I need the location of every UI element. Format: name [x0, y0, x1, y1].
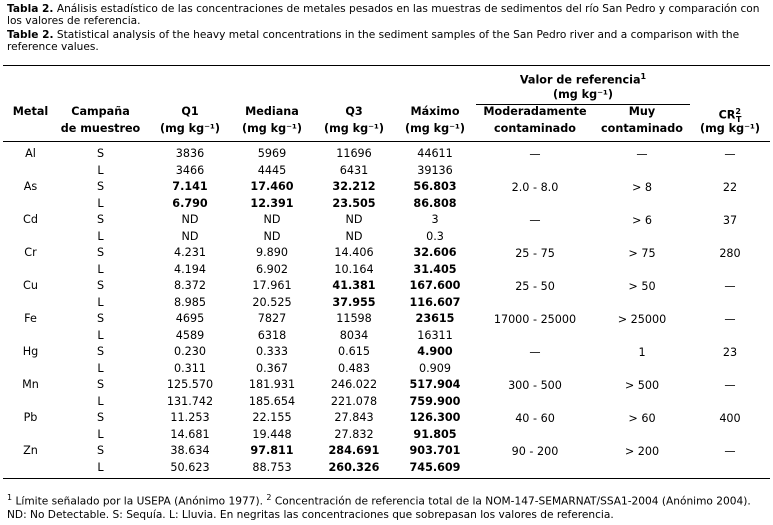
cell-q1: ND — [181, 229, 199, 243]
cell-median: 97.811 — [250, 444, 294, 457]
header-campaign-1: Campaña — [71, 105, 130, 118]
cell-q3: 10.164 — [334, 262, 374, 276]
cell-campaign: S — [96, 180, 105, 193]
cell-max: 91.805 — [413, 427, 457, 441]
cell-campaign: L — [97, 163, 104, 177]
cell-very: > 25000 — [617, 313, 667, 326]
cell-moderate: 90 - 200 — [511, 445, 559, 458]
cell-median: 20.525 — [252, 295, 292, 309]
cell-moderate: — — [529, 148, 541, 161]
cell-q3: 14.406 — [334, 246, 374, 259]
cell-q1: 7.141 — [172, 180, 208, 193]
cell-campaign: S — [96, 345, 105, 358]
cell-median: 17.460 — [250, 180, 294, 193]
cell-q3: ND — [345, 229, 363, 243]
cell-very: > 6 — [631, 214, 653, 227]
cell-median: 17.961 — [252, 279, 292, 292]
cell-crt: 22 — [722, 181, 738, 194]
cell-q1: 0.311 — [173, 361, 207, 375]
cell-q1: 4.231 — [173, 246, 207, 259]
cell-campaign: S — [96, 279, 105, 292]
cell-moderate: 17000 - 25000 — [493, 313, 577, 326]
cell-q3: 37.955 — [332, 295, 376, 309]
cell-median: ND — [263, 213, 281, 226]
caption-english — [7, 30, 767, 53]
header-crt: $CR^2_T$ — [718, 107, 742, 124]
cell-campaign: L — [97, 229, 104, 243]
cell-median: 19.448 — [252, 427, 292, 441]
cell-q3: 6431 — [339, 163, 369, 177]
cell-crt: — — [724, 280, 736, 293]
caption-text: Statistical analysis of the heavy metal concentrations in the sediment samples of the San Pedro river and a comparison with the reference values. — [7, 29, 740, 53]
cell-campaign: L — [97, 328, 104, 342]
cell-q3: 221.078 — [330, 394, 378, 408]
cell-q1: 3466 — [175, 163, 205, 177]
cell-median: 181.931 — [248, 378, 296, 391]
cell-max: 31.405 — [413, 262, 457, 276]
cell-q1: 6.790 — [172, 196, 208, 210]
cell-max: 3 — [431, 213, 439, 226]
cell-campaign: S — [96, 147, 105, 160]
cell-q1: 38.634 — [170, 444, 210, 457]
cell-metal: Cd — [23, 213, 38, 226]
cell-moderate: 300 - 500 — [508, 379, 562, 392]
cell-median: 185.654 — [248, 394, 296, 408]
caption-label: Table 2. — [7, 29, 54, 41]
cell-q1: 131.742 — [166, 394, 214, 408]
cell-crt: 23 — [722, 346, 738, 359]
cell-max: 745.609 — [409, 460, 461, 474]
cell-median: 4445 — [257, 163, 287, 177]
header-reference-unit: (mg kg⁻¹) — [552, 88, 614, 101]
cell-max: 903.701 — [409, 444, 461, 457]
cell-max: 86.808 — [413, 196, 457, 210]
cell-crt: — — [724, 445, 736, 458]
cell-max: 167.600 — [409, 279, 461, 292]
cell-crt: — — [724, 148, 736, 161]
table-top-rule — [3, 65, 770, 66]
cell-moderate: 2.0 - 8.0 — [511, 181, 559, 194]
cell-crt: — — [724, 313, 736, 326]
cell-metal: Fe — [24, 312, 37, 325]
cell-crt: 400 — [719, 412, 741, 425]
cell-median: 5969 — [257, 147, 287, 160]
cell-max: 759.900 — [409, 394, 461, 408]
cell-q1: 0.230 — [173, 345, 207, 358]
cell-campaign: S — [96, 411, 105, 424]
header-crt-unit: (mg kg⁻¹) — [699, 122, 761, 135]
header-q1-unit: (mg kg⁻¹) — [159, 122, 221, 135]
cell-campaign: S — [96, 246, 105, 259]
cell-q3: 11598 — [336, 312, 372, 325]
cell-metal: Cr — [24, 246, 37, 259]
cell-crt: — — [724, 379, 736, 392]
header-median: Mediana — [245, 105, 299, 118]
cell-metal: Cu — [23, 279, 38, 292]
cell-max: 0.909 — [418, 361, 452, 375]
cell-crt: 280 — [719, 247, 741, 260]
header-metal: Metal — [12, 105, 49, 118]
cell-very: > 50 — [628, 280, 656, 293]
header-max-unit: (mg kg⁻¹) — [404, 122, 466, 135]
cell-metal: Pb — [23, 411, 38, 424]
cell-campaign: L — [97, 196, 104, 210]
header-q3: Q3 — [345, 105, 363, 118]
cell-very: > 500 — [624, 379, 660, 392]
cell-q1: 4.194 — [173, 262, 207, 276]
cell-q3: 260.326 — [328, 460, 380, 474]
cell-very: > 60 — [628, 412, 656, 425]
cell-q1: 14.681 — [170, 427, 210, 441]
cell-q3: 23.505 — [332, 196, 376, 210]
footnote: $^1$ Límite señalado por la USEPA (Anónimo 1977). $^2$ Concentración de referencia total de la NOM-147-SEMARNAT/SSA1-2004 (Anónimo 2004). ND: No Detectable. S: Sequía. L: Lluvia. En negritas las concentraciones que sobrepasan los valores de referencia. — [7, 493, 751, 521]
cell-metal: Mn — [22, 378, 39, 391]
cell-q3: 11696 — [336, 147, 372, 160]
cell-campaign: L — [97, 460, 104, 474]
cell-campaign: S — [96, 312, 105, 325]
cell-max: 517.904 — [409, 378, 461, 391]
cell-q1: 8.372 — [173, 279, 207, 292]
cell-moderate: 40 - 60 — [515, 412, 555, 425]
cell-max: 44611 — [417, 147, 453, 160]
cell-campaign: S — [96, 444, 105, 457]
cell-q1: 125.570 — [166, 378, 214, 391]
cell-crt: 37 — [722, 214, 738, 227]
cell-q3: 284.691 — [328, 444, 380, 457]
cell-campaign: L — [97, 394, 104, 408]
cell-metal: Zn — [23, 444, 38, 457]
cell-q3: 8034 — [339, 328, 369, 342]
cell-very: > 200 — [624, 445, 660, 458]
cell-campaign: L — [97, 295, 104, 309]
caption-label: Tabla 2. — [7, 3, 54, 15]
cell-metal: As — [23, 180, 38, 193]
cell-q3: 0.615 — [337, 345, 371, 358]
cell-max: 32.606 — [413, 246, 457, 259]
cell-campaign: L — [97, 262, 104, 276]
table-bottom-rule — [3, 478, 770, 479]
cell-median: ND — [263, 229, 281, 243]
cell-max: 39136 — [417, 163, 453, 177]
cell-very: — — [636, 148, 648, 161]
cell-q3: 246.022 — [330, 378, 378, 391]
header-max: Máximo — [410, 105, 460, 118]
cell-max: 23615 — [415, 312, 455, 325]
cell-max: 0.3 — [426, 229, 444, 243]
cell-q3: 0.483 — [337, 361, 371, 375]
cell-median: 7827 — [257, 312, 287, 325]
header-bottom-rule — [3, 141, 770, 142]
cell-max: 4.900 — [417, 345, 453, 358]
cell-very: 1 — [638, 346, 646, 359]
cell-campaign: S — [96, 213, 105, 226]
cell-median: 6.902 — [255, 262, 289, 276]
cell-median: 88.753 — [252, 460, 292, 474]
cell-q1: 50.623 — [170, 460, 210, 474]
cell-q3: ND — [345, 213, 363, 226]
header-moderate-2: contaminado — [494, 122, 576, 135]
caption-spanish — [7, 4, 767, 27]
cell-q1: 11.253 — [170, 411, 210, 424]
cell-moderate: — — [529, 214, 541, 227]
header-very-1: Muy — [628, 105, 656, 118]
cell-moderate: 25 - 75 — [515, 247, 555, 260]
cell-q3: 27.832 — [334, 427, 374, 441]
cell-max: 16311 — [417, 328, 453, 342]
header-reference-title: Valor de referencia$^1$ — [519, 72, 647, 87]
header-very-2: contaminado — [601, 122, 683, 135]
cell-median: 9.890 — [255, 246, 289, 259]
header-q3-unit: (mg kg⁻¹) — [323, 122, 385, 135]
cell-median: 12.391 — [250, 196, 294, 210]
header-median-unit: (mg kg⁻¹) — [241, 122, 303, 135]
cell-max: 56.803 — [413, 180, 457, 193]
cell-q3: 32.212 — [332, 180, 376, 193]
cell-median: 22.155 — [252, 411, 292, 424]
cell-very: > 8 — [631, 181, 653, 194]
caption-text: Análisis estadístico de las concentraciones de metales pesados en las muestras de sedimentos del río San Pedro y comparación con los valores de referencia. — [7, 3, 760, 27]
cell-median: 6318 — [257, 328, 287, 342]
header-moderate-1: Moderadamente — [483, 105, 587, 118]
cell-q3: 27.843 — [334, 411, 374, 424]
cell-max: 116.607 — [409, 295, 461, 309]
header-q1: Q1 — [181, 105, 199, 118]
header-campaign-2: de muestreo — [60, 122, 141, 135]
cell-median: 0.367 — [255, 361, 289, 375]
cell-max: 126.300 — [409, 411, 461, 424]
cell-q1: 4589 — [175, 328, 205, 342]
cell-campaign: S — [96, 378, 105, 391]
cell-q1: 8.985 — [173, 295, 207, 309]
cell-campaign: L — [97, 427, 104, 441]
cell-q1: 4695 — [175, 312, 205, 325]
cell-very: > 75 — [628, 247, 656, 260]
cell-q3: 41.381 — [332, 279, 376, 292]
cell-campaign: L — [97, 361, 104, 375]
cell-q1: ND — [181, 213, 199, 226]
cell-metal: Al — [25, 147, 36, 160]
cell-moderate: — — [529, 346, 541, 359]
cell-metal: Hg — [22, 345, 39, 358]
cell-q1: 3836 — [175, 147, 205, 160]
cell-moderate: 25 - 50 — [515, 280, 555, 293]
cell-median: 0.333 — [255, 345, 289, 358]
